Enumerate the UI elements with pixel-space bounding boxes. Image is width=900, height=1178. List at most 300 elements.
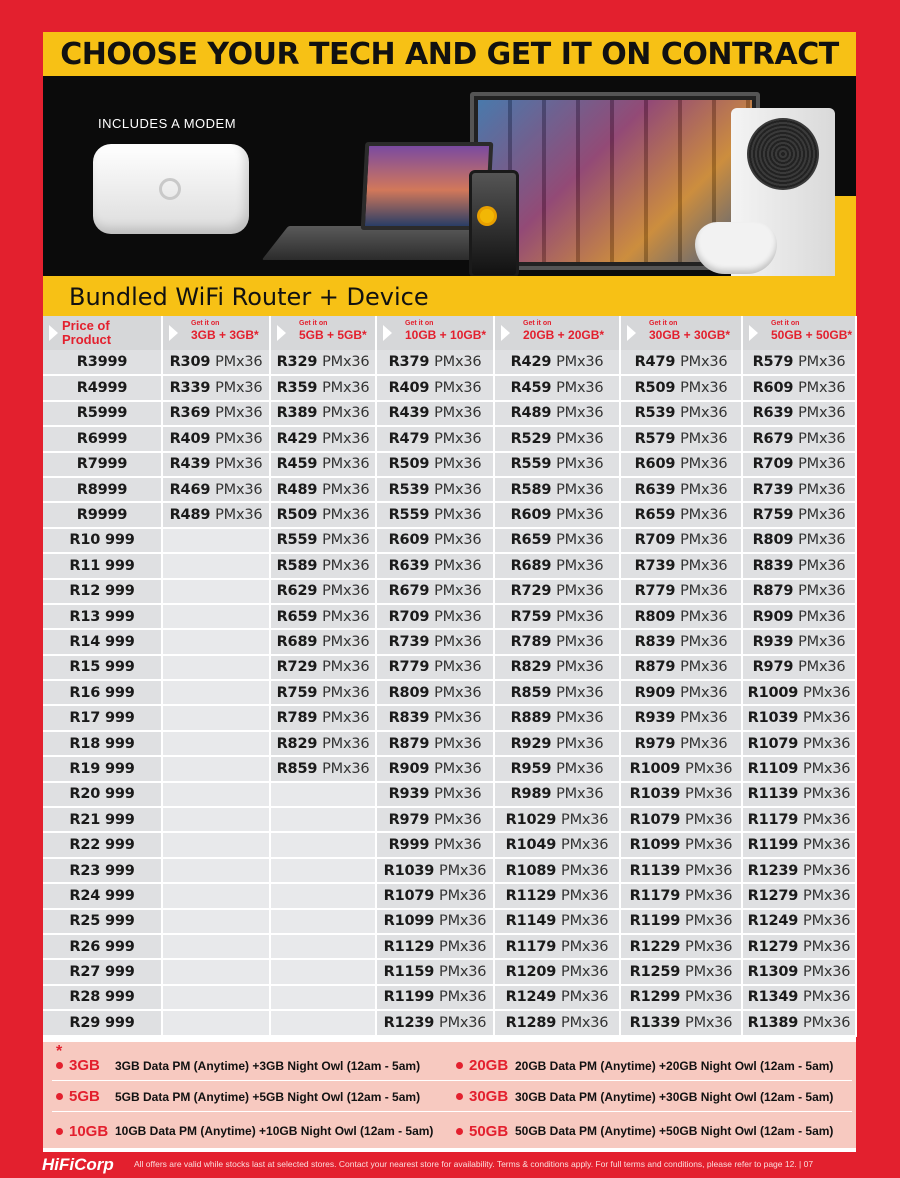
term-suffix: PMx36 xyxy=(685,837,733,854)
term-suffix: PMx36 xyxy=(434,481,482,498)
monthly-amount: R939 xyxy=(752,633,794,650)
term-suffix: PMx36 xyxy=(680,430,728,447)
monthly-price-cell xyxy=(742,375,856,400)
term-suffix: PMx36 xyxy=(680,456,728,473)
product-price-cell: R16 999 xyxy=(43,680,162,705)
price-table xyxy=(43,316,857,1037)
legend-row xyxy=(52,1051,852,1081)
monthly-price-cell xyxy=(494,1010,620,1035)
monthly-amount: R809 xyxy=(752,532,794,549)
table-header-row xyxy=(43,316,856,350)
term-suffix: PMx36 xyxy=(434,786,482,803)
term-suffix: PMx36 xyxy=(215,354,263,371)
monthly-price-cell xyxy=(494,731,620,756)
get-it-on-label: Get it on xyxy=(771,320,800,327)
monthly-amount: R589 xyxy=(510,481,552,498)
monthly-amount: R909 xyxy=(752,608,794,625)
get-it-on-label: Get it on xyxy=(649,320,678,327)
monthly-price-cell xyxy=(376,629,494,654)
price-table-wrapper xyxy=(43,316,856,1037)
monthly-price-cell xyxy=(742,832,856,857)
monthly-amount: R309 xyxy=(169,354,211,371)
term-suffix: PMx36 xyxy=(561,1014,609,1031)
flower-icon xyxy=(480,209,494,223)
monthly-price-cell xyxy=(494,553,620,578)
legend-gb: 30GB xyxy=(469,1088,509,1105)
monthly-price-cell xyxy=(376,401,494,426)
product-price-cell: R11 999 xyxy=(43,553,162,578)
monthly-amount: R539 xyxy=(634,405,676,422)
term-suffix: PMx36 xyxy=(685,887,733,904)
monthly-price-cell xyxy=(162,452,270,477)
product-price-cell: R20 999 xyxy=(43,782,162,807)
plan-header xyxy=(376,316,494,350)
term-suffix: PMx36 xyxy=(322,583,370,600)
monthly-price-cell xyxy=(270,401,376,426)
term-suffix: PMx36 xyxy=(803,1014,851,1031)
get-it-on-label: Get it on xyxy=(299,320,328,327)
monthly-price-cell xyxy=(376,528,494,553)
empty-cell xyxy=(162,909,270,934)
monthly-amount: R839 xyxy=(752,557,794,574)
monthly-price-cell xyxy=(620,604,742,629)
monthly-amount: R1079 xyxy=(629,811,681,828)
term-suffix: PMx36 xyxy=(434,735,482,752)
term-suffix: PMx36 xyxy=(434,659,482,676)
term-suffix: PMx36 xyxy=(798,507,846,524)
monthly-amount: R409 xyxy=(169,430,211,447)
monthly-price-cell xyxy=(742,426,856,451)
empty-cell xyxy=(162,782,270,807)
term-suffix: PMx36 xyxy=(680,481,728,498)
term-suffix: PMx36 xyxy=(680,659,728,676)
term-suffix: PMx36 xyxy=(803,964,851,981)
monthly-price-cell xyxy=(494,528,620,553)
monthly-amount: R529 xyxy=(510,430,552,447)
product-price-cell: R6999 xyxy=(43,426,162,451)
monthly-amount: R979 xyxy=(752,659,794,676)
monthly-price-cell xyxy=(494,934,620,959)
monthly-amount: R1199 xyxy=(383,989,435,1006)
monthly-price-cell xyxy=(742,985,856,1010)
term-suffix: PMx36 xyxy=(561,964,609,981)
monthly-amount: R1039 xyxy=(629,786,681,803)
term-suffix: PMx36 xyxy=(434,430,482,447)
empty-cell xyxy=(270,782,376,807)
monthly-amount: R999 xyxy=(388,837,430,854)
table-row xyxy=(43,934,856,959)
legend-asterisk: * xyxy=(56,1043,63,1060)
table-row xyxy=(43,807,856,832)
monthly-amount: R1299 xyxy=(629,989,681,1006)
product-price-cell: R18 999 xyxy=(43,731,162,756)
term-suffix: PMx36 xyxy=(556,456,604,473)
monthly-amount: R479 xyxy=(634,354,676,371)
empty-cell xyxy=(162,629,270,654)
monthly-amount: R809 xyxy=(388,684,430,701)
empty-cell xyxy=(270,909,376,934)
monthly-price-cell xyxy=(742,528,856,553)
term-suffix: PMx36 xyxy=(798,583,846,600)
monthly-amount: R1249 xyxy=(505,989,557,1006)
term-suffix: PMx36 xyxy=(434,456,482,473)
monthly-price-cell xyxy=(620,477,742,502)
product-price-cell: R13 999 xyxy=(43,604,162,629)
term-suffix: PMx36 xyxy=(561,938,609,955)
plan-header xyxy=(270,316,376,350)
monthly-price-cell xyxy=(494,477,620,502)
monthly-price-cell xyxy=(376,502,494,527)
monthly-price-cell xyxy=(494,655,620,680)
term-suffix: PMx36 xyxy=(556,532,604,549)
term-suffix: PMx36 xyxy=(556,786,604,803)
legend-gb: 5GB xyxy=(69,1088,100,1105)
term-suffix: PMx36 xyxy=(556,608,604,625)
legend-item xyxy=(452,1123,852,1140)
monthly-amount: R479 xyxy=(388,430,430,447)
monthly-price-cell xyxy=(620,375,742,400)
term-suffix: PMx36 xyxy=(322,659,370,676)
product-price-cell: R21 999 xyxy=(43,807,162,832)
monthly-amount: R1239 xyxy=(383,1014,435,1031)
footer-disclaimer: All offers are valid while stocks last at selected stores. Contact your nearest store for availability. Terms & conditions apply. For full terms and conditions, please refer to page 12. | 07 xyxy=(134,1159,814,1169)
product-price-cell: R22 999 xyxy=(43,832,162,857)
empty-cell xyxy=(270,985,376,1010)
monthly-amount: R429 xyxy=(276,430,318,447)
page-headline: CHOOSE YOUR TECH AND GET IT ON CONTRACT xyxy=(43,32,856,76)
table-row xyxy=(43,426,856,451)
empty-cell xyxy=(162,832,270,857)
legend-item xyxy=(452,1088,852,1105)
monthly-price-cell xyxy=(270,528,376,553)
monthly-price-cell xyxy=(494,426,620,451)
monthly-amount: R1079 xyxy=(383,887,435,904)
legend-desc: 50GB Data PM (Anytime) +50GB Night Owl (12am - 5am) xyxy=(515,1124,834,1138)
monthly-amount: R1179 xyxy=(747,811,799,828)
monthly-amount: R1079 xyxy=(747,735,799,752)
monthly-price-cell xyxy=(742,756,856,781)
product-price-cell: R23 999 xyxy=(43,858,162,883)
monthly-price-cell xyxy=(376,883,494,908)
monthly-price-cell xyxy=(494,909,620,934)
term-suffix: PMx36 xyxy=(556,684,604,701)
table-row xyxy=(43,579,856,604)
monthly-price-cell xyxy=(742,553,856,578)
monthly-price-cell xyxy=(620,909,742,934)
monthly-amount: R1129 xyxy=(383,938,435,955)
price-column-header xyxy=(43,316,162,350)
monthly-price-cell xyxy=(270,426,376,451)
legend-gb: 20GB xyxy=(469,1057,509,1074)
monthly-price-cell xyxy=(376,553,494,578)
product-price-cell: R7999 xyxy=(43,452,162,477)
table-row xyxy=(43,909,856,934)
product-price-cell: R10 999 xyxy=(43,528,162,553)
product-price-cell: R3999 xyxy=(43,350,162,375)
term-suffix: PMx36 xyxy=(439,989,487,1006)
monthly-price-cell xyxy=(162,401,270,426)
product-price-cell: R5999 xyxy=(43,401,162,426)
term-suffix: PMx36 xyxy=(322,633,370,650)
monthly-amount: R679 xyxy=(388,583,430,600)
arrow-icon xyxy=(749,325,758,341)
term-suffix: PMx36 xyxy=(439,913,487,930)
monthly-price-cell xyxy=(494,375,620,400)
monthly-price-cell xyxy=(494,452,620,477)
empty-cell xyxy=(162,705,270,730)
section-subtitle: Bundled WiFi Router + Device xyxy=(69,283,429,311)
term-suffix: PMx36 xyxy=(556,735,604,752)
monthly-price-cell xyxy=(162,350,270,375)
table-row xyxy=(43,985,856,1010)
term-suffix: PMx36 xyxy=(561,862,609,879)
monthly-amount: R709 xyxy=(634,532,676,549)
term-suffix: PMx36 xyxy=(680,583,728,600)
monthly-amount: R639 xyxy=(752,405,794,422)
term-suffix: PMx36 xyxy=(215,507,263,524)
term-suffix: PMx36 xyxy=(322,380,370,397)
monthly-amount: R1109 xyxy=(747,760,799,777)
monthly-amount: R759 xyxy=(276,684,318,701)
monthly-amount: R1139 xyxy=(629,862,681,879)
monthly-amount: R839 xyxy=(634,633,676,650)
monthly-price-cell xyxy=(620,655,742,680)
empty-cell xyxy=(270,858,376,883)
vodafone-logo-icon xyxy=(159,178,181,200)
term-suffix: PMx36 xyxy=(685,862,733,879)
term-suffix: PMx36 xyxy=(322,735,370,752)
monthly-price-cell xyxy=(494,807,620,832)
monthly-amount: R1199 xyxy=(629,913,681,930)
monthly-price-cell xyxy=(270,731,376,756)
term-suffix: PMx36 xyxy=(322,481,370,498)
term-suffix: PMx36 xyxy=(434,557,482,574)
product-price-cell: R14 999 xyxy=(43,629,162,654)
term-suffix: PMx36 xyxy=(803,913,851,930)
term-suffix: PMx36 xyxy=(556,659,604,676)
plan-header-label: 3GB + 3GB* xyxy=(191,328,259,342)
monthly-price-cell xyxy=(742,934,856,959)
monthly-amount: R379 xyxy=(388,354,430,371)
term-suffix: PMx36 xyxy=(434,760,482,777)
monthly-amount: R369 xyxy=(169,405,211,422)
monthly-amount: R469 xyxy=(169,481,211,498)
term-suffix: PMx36 xyxy=(803,989,851,1006)
monthly-amount: R579 xyxy=(634,430,676,447)
term-suffix: PMx36 xyxy=(215,456,263,473)
monthly-amount: R1039 xyxy=(747,710,799,727)
monthly-price-cell xyxy=(376,934,494,959)
monthly-amount: R689 xyxy=(276,633,318,650)
term-suffix: PMx36 xyxy=(556,430,604,447)
term-suffix: PMx36 xyxy=(322,430,370,447)
term-suffix: PMx36 xyxy=(322,710,370,727)
phone-image xyxy=(469,170,519,276)
get-it-on-label: Get it on xyxy=(191,320,220,327)
monthly-amount: R629 xyxy=(276,583,318,600)
modem-caption: INCLUDES A MODEM xyxy=(98,116,237,131)
term-suffix: PMx36 xyxy=(556,583,604,600)
bullet-icon xyxy=(456,1128,463,1135)
monthly-amount: R1099 xyxy=(383,913,435,930)
bullet-icon xyxy=(456,1062,463,1069)
monthly-amount: R1209 xyxy=(505,964,557,981)
monthly-price-cell xyxy=(620,680,742,705)
monthly-amount: R489 xyxy=(276,481,318,498)
term-suffix: PMx36 xyxy=(556,507,604,524)
monthly-amount: R879 xyxy=(752,583,794,600)
legend-desc: 30GB Data PM (Anytime) +30GB Night Owl (12am - 5am) xyxy=(515,1089,834,1104)
monthly-price-cell xyxy=(376,1010,494,1035)
term-suffix: PMx36 xyxy=(685,786,733,803)
legend-gb: 10GB xyxy=(69,1122,109,1140)
empty-cell xyxy=(270,883,376,908)
term-suffix: PMx36 xyxy=(685,964,733,981)
monthly-amount: R509 xyxy=(634,380,676,397)
monthly-amount: R609 xyxy=(634,456,676,473)
term-suffix: PMx36 xyxy=(561,989,609,1006)
term-suffix: PMx36 xyxy=(680,735,728,752)
term-suffix: PMx36 xyxy=(798,557,846,574)
monthly-amount: R409 xyxy=(388,380,430,397)
term-suffix: PMx36 xyxy=(434,583,482,600)
term-suffix: PMx36 xyxy=(680,532,728,549)
product-price-cell: R4999 xyxy=(43,375,162,400)
legend-gb: 50GB xyxy=(469,1122,509,1140)
product-price-cell: R15 999 xyxy=(43,655,162,680)
monthly-amount: R1089 xyxy=(505,862,557,879)
legend-item xyxy=(52,1057,452,1074)
legend-desc: 5GB Data PM (Anytime) +5GB Night Owl (12am - 5am) xyxy=(115,1089,421,1104)
table-row xyxy=(43,655,856,680)
monthly-price-cell xyxy=(270,629,376,654)
monthly-price-cell xyxy=(494,858,620,883)
monthly-price-cell xyxy=(620,782,742,807)
monthly-amount: R909 xyxy=(634,684,676,701)
term-suffix: PMx36 xyxy=(434,811,482,828)
term-suffix: PMx36 xyxy=(215,405,263,422)
monthly-amount: R739 xyxy=(752,481,794,498)
term-suffix: PMx36 xyxy=(561,811,609,828)
monthly-price-cell xyxy=(162,375,270,400)
plan-header xyxy=(620,316,742,350)
empty-cell xyxy=(162,807,270,832)
monthly-amount: R959 xyxy=(510,760,552,777)
plan-header xyxy=(494,316,620,350)
monthly-amount: R1179 xyxy=(629,887,681,904)
monthly-amount: R939 xyxy=(634,710,676,727)
table-row xyxy=(43,452,856,477)
arrow-icon xyxy=(169,325,178,341)
empty-cell xyxy=(162,655,270,680)
monthly-price-cell xyxy=(742,579,856,604)
term-suffix: PMx36 xyxy=(798,380,846,397)
console-vent xyxy=(747,118,819,190)
term-suffix: PMx36 xyxy=(434,710,482,727)
empty-cell xyxy=(162,1010,270,1035)
monthly-price-cell xyxy=(620,807,742,832)
monthly-price-cell xyxy=(742,452,856,477)
monthly-amount: R829 xyxy=(276,735,318,752)
term-suffix: PMx36 xyxy=(685,760,733,777)
monthly-price-cell xyxy=(742,782,856,807)
monthly-amount: R459 xyxy=(276,456,318,473)
monthly-amount: R389 xyxy=(276,405,318,422)
monthly-amount: R639 xyxy=(634,481,676,498)
plan-header-label: 10GB + 10GB* xyxy=(405,328,487,342)
monthly-price-cell xyxy=(376,705,494,730)
term-suffix: PMx36 xyxy=(439,887,487,904)
table-row xyxy=(43,528,856,553)
product-price-cell: R24 999 xyxy=(43,883,162,908)
term-suffix: PMx36 xyxy=(322,354,370,371)
hero-banner xyxy=(43,76,856,276)
term-suffix: PMx36 xyxy=(434,507,482,524)
bullet-icon xyxy=(456,1093,463,1100)
empty-cell xyxy=(162,959,270,984)
monthly-amount: R1239 xyxy=(747,862,799,879)
term-suffix: PMx36 xyxy=(556,633,604,650)
monthly-amount: R689 xyxy=(510,557,552,574)
monthly-amount: R829 xyxy=(510,659,552,676)
monthly-amount: R329 xyxy=(276,354,318,371)
monthly-price-cell xyxy=(620,756,742,781)
monthly-price-cell xyxy=(376,604,494,629)
product-price-cell: R19 999 xyxy=(43,756,162,781)
monthly-price-cell xyxy=(376,477,494,502)
plan-header-label: 20GB + 20GB* xyxy=(523,328,605,342)
monthly-amount: R1229 xyxy=(629,938,681,955)
term-suffix: PMx36 xyxy=(798,456,846,473)
monthly-price-cell xyxy=(162,426,270,451)
table-row xyxy=(43,731,856,756)
monthly-price-cell xyxy=(376,375,494,400)
legend-row xyxy=(52,1116,852,1146)
monthly-price-cell xyxy=(270,680,376,705)
term-suffix: PMx36 xyxy=(434,405,482,422)
monthly-price-cell xyxy=(270,553,376,578)
monthly-price-cell xyxy=(620,883,742,908)
monthly-price-cell xyxy=(742,959,856,984)
monthly-price-cell xyxy=(620,528,742,553)
monthly-amount: R789 xyxy=(276,710,318,727)
term-suffix: PMx36 xyxy=(434,354,482,371)
monthly-amount: R1309 xyxy=(747,964,799,981)
table-row xyxy=(43,477,856,502)
term-suffix: PMx36 xyxy=(322,532,370,549)
plan-header xyxy=(742,316,856,350)
bullet-icon xyxy=(56,1093,63,1100)
monthly-price-cell xyxy=(742,680,856,705)
monthly-amount: R1009 xyxy=(629,760,681,777)
monthly-amount: R759 xyxy=(510,608,552,625)
plan-header-label: 30GB + 30GB* xyxy=(649,328,731,342)
term-suffix: PMx36 xyxy=(322,405,370,422)
monthly-price-cell xyxy=(494,401,620,426)
monthly-price-cell xyxy=(376,350,494,375)
product-price-cell: R27 999 xyxy=(43,959,162,984)
table-row xyxy=(43,756,856,781)
monthly-amount: R1029 xyxy=(505,811,557,828)
legend-desc: 20GB Data PM (Anytime) +20GB Night Owl (12am - 5am) xyxy=(515,1058,834,1073)
term-suffix: PMx36 xyxy=(439,964,487,981)
monthly-amount: R559 xyxy=(276,532,318,549)
monthly-price-cell xyxy=(270,655,376,680)
monthly-price-cell xyxy=(494,883,620,908)
monthly-price-cell xyxy=(494,502,620,527)
hificorp-logo: HiFiCorp xyxy=(42,1155,114,1174)
monthly-price-cell xyxy=(620,629,742,654)
